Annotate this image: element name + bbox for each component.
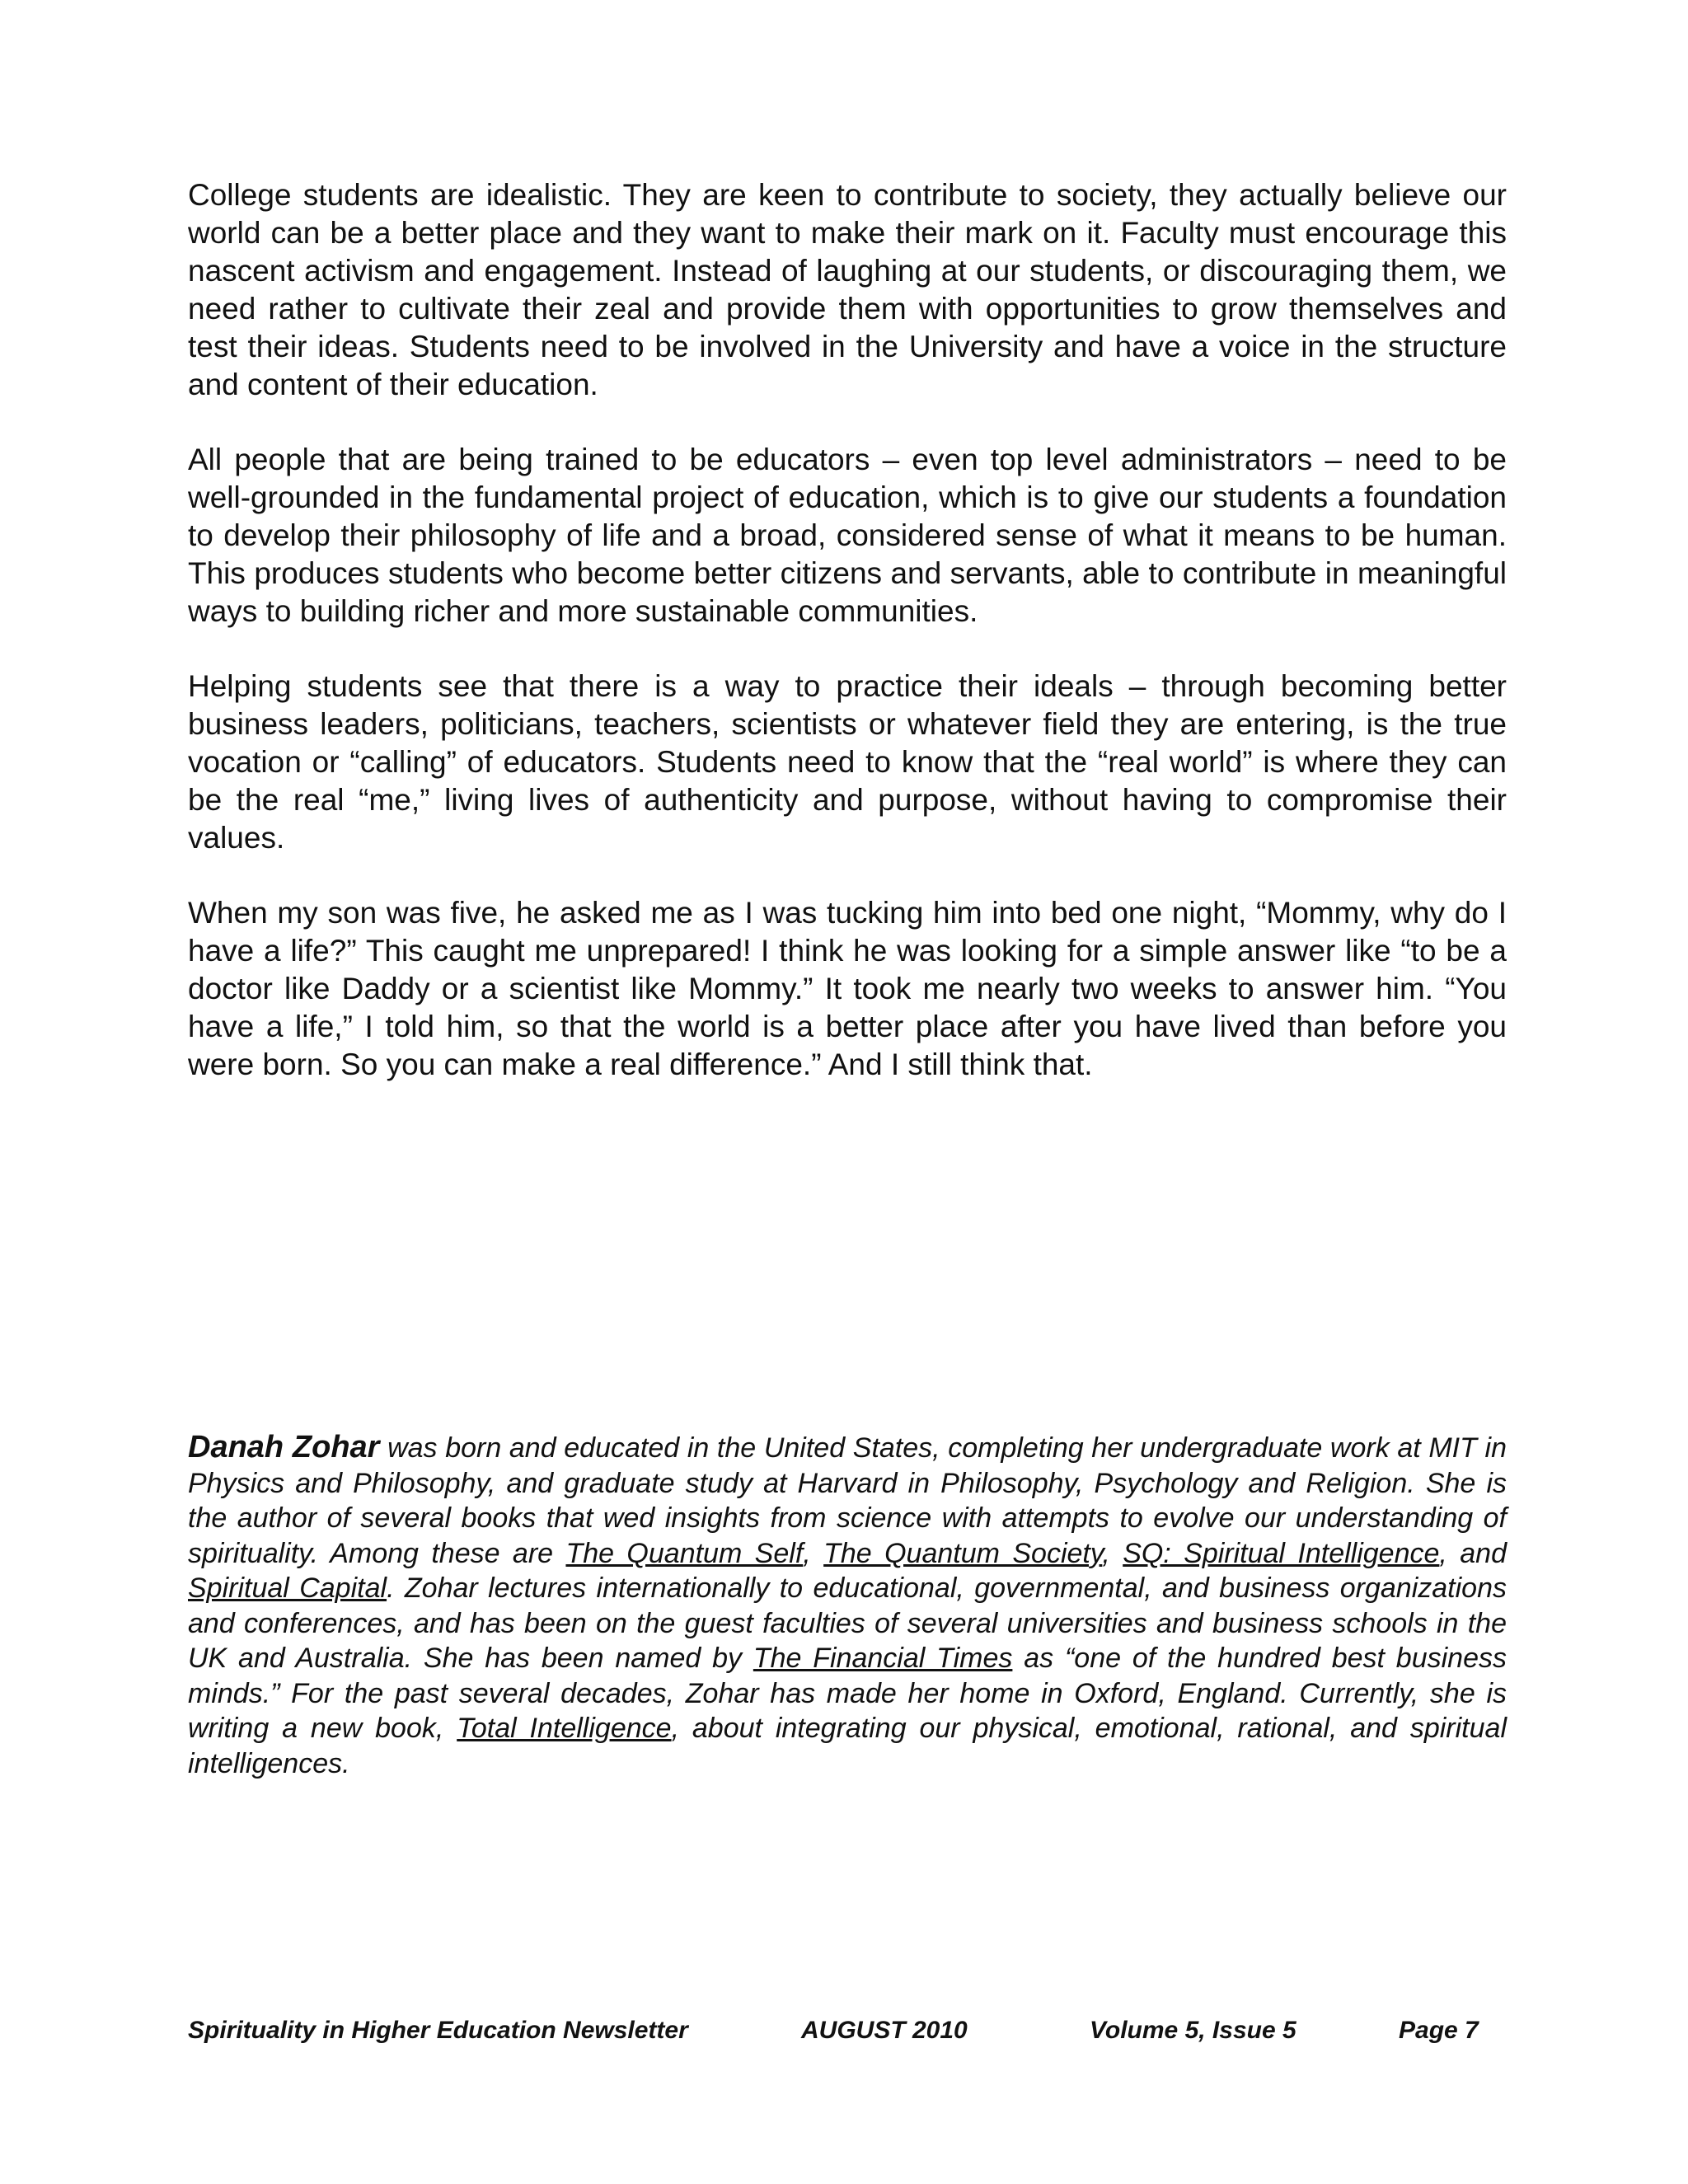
bio-text: , [803,1537,824,1569]
article-paragraph-4: When my son was five, he asked me as I was tucking him into bed one night, “Mommy, why do I have a life?” This caught me unprepared! I think he was looking for a simple answer like “to be a doctor like Daddy or a scientist like Mommy.” It took me nearly two weeks to answer him. “You have a life,” I told him, so that the world is a better place after you have lived than before you were born. So you can make a real difference.” And I still think that. [188,896,1507,1081]
article-paragraph-2: All people that are being trained to be educators – even top level administrators – need to be well-grounded in the fundamental project of education, which is to give our students a foundation to develop their philosophy of life and a broad, considered sense of what it means to be human. This produces students who become better citizens and servants, able to contribute in meaningful ways to building richer and more sustainable communities. [188,443,1507,628]
book-title: The Quantum Society [823,1537,1103,1569]
book-title: The Quantum Self [565,1537,804,1569]
article-paragraph-3: Helping students see that there is a way to practice their ideals – through becoming better business leaders, politicians, teachers, scientists or whatever field they are entering, is the true vocation or “calling” of educators. Students need to know that the “real world” is where they can be the real “me,” living lives of authenticity and purpose, without having to compromise their values. [188,669,1507,855]
author-bio [188,1430,1507,1781]
author-name: Danah Zohar [188,1430,380,1465]
footer-volume: Volume 5, Issue 5 [1090,2017,1296,2044]
book-title: Total Intelligence [457,1713,672,1744]
page-footer [0,2017,1688,2050]
footer-newsletter-name: Spirituality in Higher Education Newsletter [188,2017,688,2044]
article-body [188,176,1507,1121]
bio-text: was born and educated in the United States, completing her undergraduate work at MIT in Physics and Philosophy, and graduate study at Harvard in Philosophy, Psychology and Religion. She is the author of several books that wed insights from science with attempts to evolve our understanding of spirituality. Among these are [188,1432,1507,1569]
article-paragraph-1: College students are idealistic. They are keen to contribute to society, they actually believe our world can be a better place and they want to make their mark on it. Faculty must encourage this nascent activism and engagement. Instead of laughing at our students, or discouraging them, we need rather to cultivate their zeal and provide them with opportunities to grow themselves and test their ideas. Students need to be involved in the University and have a voice in the structure and content of their education. [188,178,1507,401]
bio-text: , [1102,1537,1123,1569]
footer-date: AUGUST 2010 [801,2017,968,2044]
bio-text: as “one of the hundred best business minds.” For the past several decades, Zohar has made her home in Oxford, England. Currently, she is writing a new book, [188,1643,1507,1744]
bio-text: , and [1439,1537,1507,1569]
bio-text: , about integrating our physical, emotional, rational, and spiritual intelligences. [188,1713,1507,1779]
book-title: Spiritual Capital [188,1572,387,1604]
publication-title: The Financial Times [753,1643,1013,1674]
bio-text: . Zohar lectures internationally to educational, governmental, and business organizations and conferences, and has been on the guest faculties of several universities and business schools in the UK and Australia. She has been named by [188,1572,1507,1674]
book-title: SQ: Spiritual Intelligence [1123,1537,1440,1569]
footer-page-number: Page 7 [1399,2017,1479,2044]
